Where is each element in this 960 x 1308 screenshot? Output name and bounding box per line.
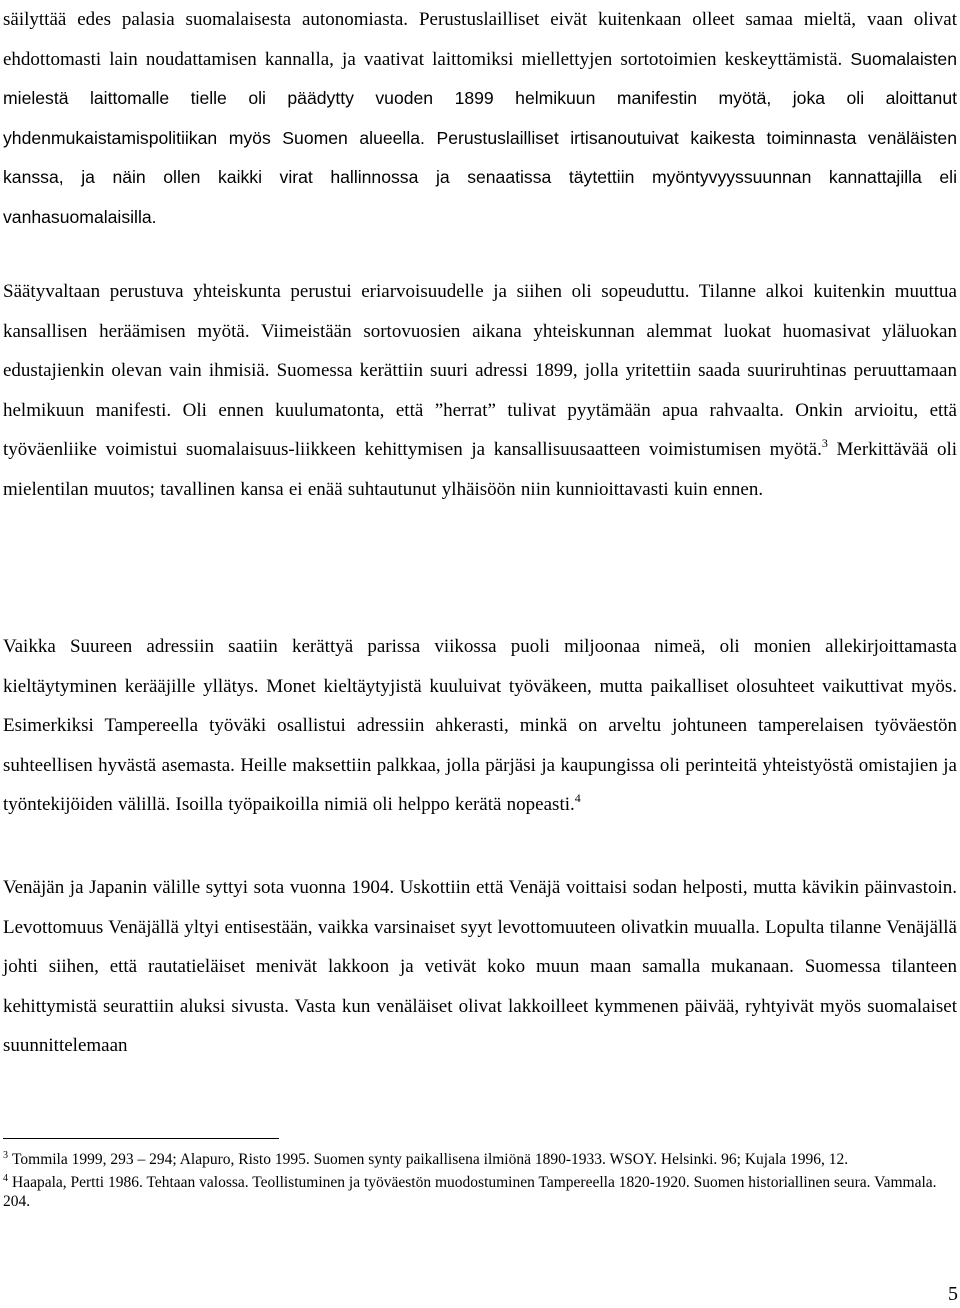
paragraph-4-text: Venäjän ja Japanin välille syttyi sota vuonna 1904. Uskottiin että Venäjä voittaisi sodan helposti, mutta kävikin päinvastoin. Levottomuus Venäjällä yltyi entisestään, vaikka varsinaiset syyt levottomuuteen olivatkin muualla. Lopulta tilanne Venäjällä johti siihen, että rautatieläiset menivät lakkoon ja vetivät koko muun maan samalla mukanaan. Suomessa tilanteen kehittymistä seurattiin aluksi sivusta. Vasta kun venäläiset olivat lakkoilleet kymmenen päivää, ryhtyivät myös suomalaiset suunnittelemaan — [3, 877, 957, 1057]
footnote-separator — [3, 1138, 279, 1139]
footnote-3-text: Tommila 1999, 293 – 294; Alapuro, Risto 1995. Suomen synty paikallisena ilmiönä 1890-1933. WSOY. Helsinki. 96; Kujala 1996, 12. — [12, 1151, 849, 1168]
paragraph-3-text: Vaikka Suureen adressiin saatiin kerättyä parissa viikossa puoli miljoonaa nimeä, oli monien allekirjoittamasta kieltäytyminen kerääjille yllätys. Monet kieltäytyjistä kuuluivat työväkeen, mutta paikalliset olosuhteet vaikuttivat myös. Esimerkiksi Tampereella työväki osallistui adressiin ahkerasti, minkä on arveltu johtuneen tamperelaisen työväestön suhteellisen hyvästä asemasta. Heille maksettiin palkkaa, jolla pärjäsi ja kaupungissa oli perinteitä yhteistyöstä omistajien ja työntekijöiden välillä. Isoilla työpaikoilla nimiä oli helppo kerätä nopeasti. — [3, 636, 957, 816]
paragraph-top — [3, 0, 957, 238]
footnote-4-marker: 4 — [3, 1173, 8, 1184]
paragraph-3 — [3, 627, 957, 825]
footnote-3-marker: 3 — [3, 1150, 8, 1161]
paragraph-top-line-2: mieltä, vaan olivat ehdottomasti lain noudattamisen kannalla, ja vaativat laittomiksi miellettyjen — [3, 9, 957, 70]
footnotes — [3, 1150, 957, 1215]
paragraph-2-text: Säätyvaltaan perustuva yhteiskunta perustui eriarvoisuudelle ja siihen oli sopeuduttu. Tilanne alkoi kuitenkin muuttua kansallisen heräämisen myötä. Viimeistään sortovuosien aikana yhteiskunnan alemmat luokat huomasivat yläluokan edustajienkin olevan vain ihmisiä. Suomessa kerättiin suuri adressi 1899, jolla yritettiin saada suuriruhtinas peruuttamaan helmikuun manifesti. Oli ennen kuulumatonta, että ”herrat” tulivat pyytämään apua rahvaalta. Onkin arvioitu, että työväenliike voimistui suomalaisuus-liikkeen kehittymisen ja kansallisuusaatteen voimistumisen myötä. — [3, 281, 957, 461]
paragraph-top-line-1: säilyttää edes palasia suomalaisesta autonomiasta. Perustuslailliset eivät kuitenkaan olleet samaa — [3, 9, 793, 30]
paragraph-1-sans: Suomalaisten mielestä laittomalle tielle oli päädytty vuoden 1899 helmikuun manifestin myötä, joka oli aloittanut yhdenmukaistamispolitiikan myös Suomen alueella. Perustuslailliset irtisanoutuivat kaikesta toiminnasta venäläisten kanssa, ja näin ollen kaikki virat hallinnossa ja senaatissa täytettiin myöntyvyyssuunnan kannattajilla eli vanhasuomalaisilla. — [3, 48, 957, 227]
paragraph-2-block — [3, 272, 957, 510]
page-number: 5 — [948, 1283, 958, 1305]
paragraph-4 — [3, 868, 957, 1066]
body-text — [3, 0, 957, 238]
footnote-4-text: Haapala, Pertti 1986. Tehtaan valossa. Teollistuminen ja työväestön muodostuminen Tampereella 1820-1920. Suomen historiallinen seura. Vammala. 204. — [3, 1174, 937, 1210]
footnote-3 — [3, 1150, 957, 1169]
footnote-ref-3[interactable]: 3 — [821, 436, 828, 451]
paragraph-2-tail: Merkittävää oli mielentilan muutos; tavallinen kansa ei enää suhtautunut ylhäisöön niin kunnioittavasti kuin ennen. — [3, 439, 957, 500]
footnote-4 — [3, 1173, 957, 1211]
paragraph-2 — [3, 272, 957, 510]
paragraph-4-block — [3, 868, 957, 1066]
paragraph-top-line-3: sortotoimien keskeyttämistä. — [620, 48, 843, 70]
paragraph-3-block — [3, 627, 957, 825]
footnote-ref-4[interactable]: 4 — [574, 791, 581, 806]
